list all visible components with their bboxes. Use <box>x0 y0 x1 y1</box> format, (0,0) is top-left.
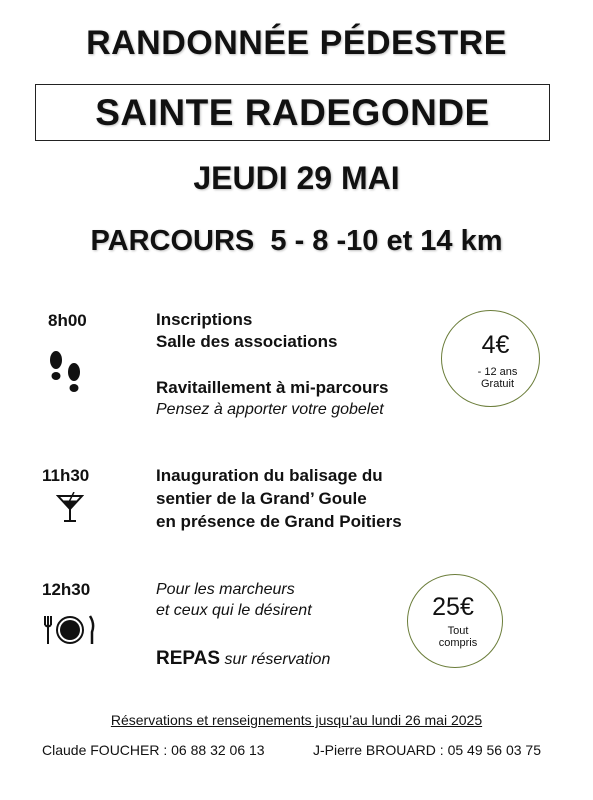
price-4: 4€ <box>481 331 510 359</box>
footprints-icon <box>46 348 86 405</box>
inscriptions-text: Inscriptions <box>156 310 253 329</box>
price-25: 25€ <box>432 593 474 621</box>
reservations-note: Réservations et renseignements jusqu’au lundi 26 mai 2025 <box>110 712 483 728</box>
ravitaillement-text: Ravitaillement à mi-parcours <box>156 378 389 397</box>
price-note-free: Gratuit <box>480 378 514 390</box>
event-date: JEUDI 29 MAI <box>193 160 400 196</box>
walkers-line2: et ceux qui le désirent <box>156 602 312 619</box>
contact-foucher: Claude FOUCHER : 06 88 32 06 13 <box>42 742 265 758</box>
fork-plate-knife-icon <box>42 614 98 651</box>
price-badge-25 <box>407 574 503 668</box>
inauguration-line2: sentier de la Grand’ Goule <box>156 489 367 508</box>
location-box <box>35 84 550 141</box>
price-badge-4 <box>441 310 540 407</box>
time-12h30: 12h30 <box>42 580 91 599</box>
time-8h00: 8h00 <box>48 311 87 330</box>
cocktail-glass-icon <box>56 492 84 529</box>
event-title: RANDONNÉE PÉDESTRE <box>86 24 507 62</box>
price-note-tout: Tout <box>447 625 469 637</box>
inauguration-line3: en présence de Grand Poitiers <box>156 512 402 531</box>
meal-label: REPAS <box>156 648 221 669</box>
walkers-line1: Pour les marcheurs <box>156 581 295 598</box>
time-11h30: 11h30 <box>42 466 90 485</box>
meal-line <box>156 648 330 670</box>
gobelet-note: Pensez à apporter votre gobelet <box>156 401 384 418</box>
parcours-distances: PARCOURS 5 - 8 -10 et 14 km <box>90 225 503 257</box>
location-title: SAINTE RADEGONDE <box>95 91 490 133</box>
price-note-age: - 12 ans <box>477 366 518 378</box>
salle-text: Salle des associations <box>156 332 338 351</box>
price-note-compris: compris <box>438 637 478 649</box>
meal-note: sur réservation <box>224 651 331 668</box>
contact-brouard: J-Pierre BROUARD : 05 49 56 03 75 <box>313 742 541 758</box>
inauguration-line1: Inauguration du balisage du <box>156 466 383 485</box>
